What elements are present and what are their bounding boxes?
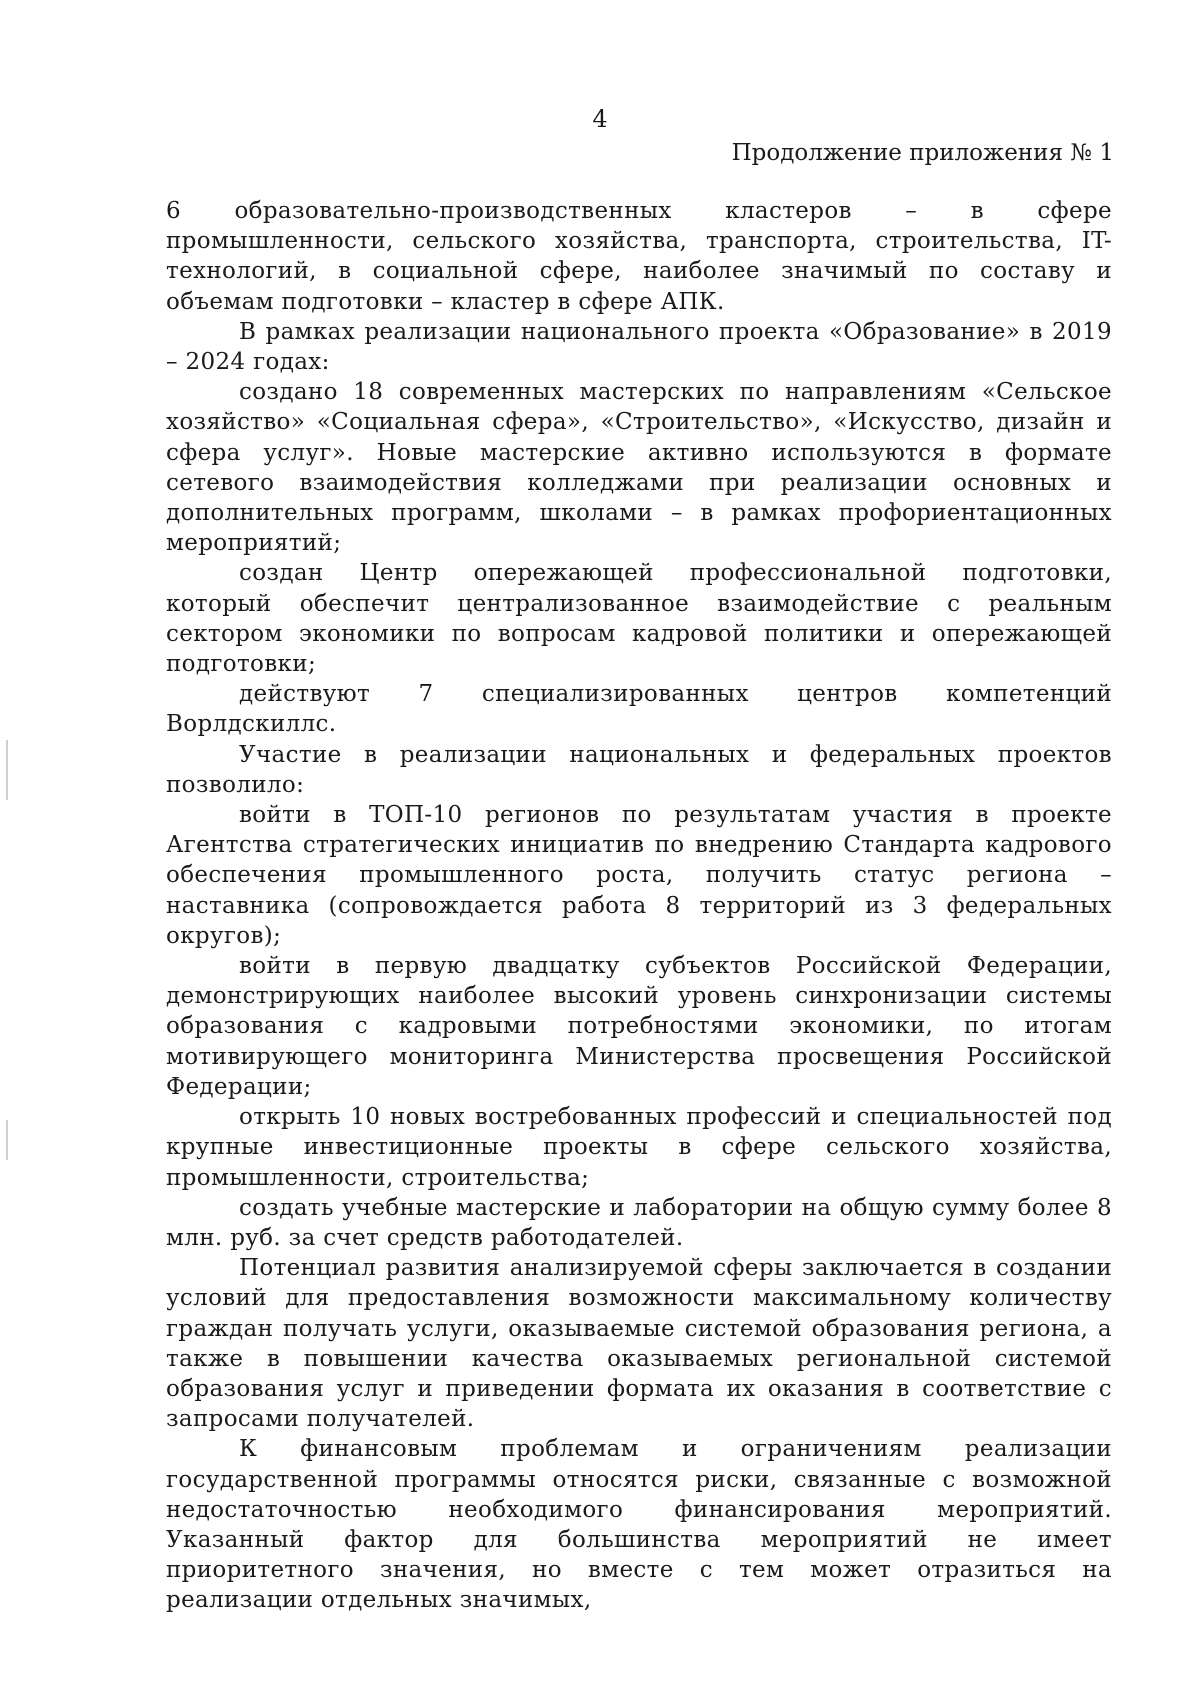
page-number: 4 [592, 105, 608, 133]
paragraph: Участие в реализации национальных и федеральных проектов позволило: [166, 741, 1112, 798]
paragraph: К финансовым проблемам и ограничениям реализации государственной программы относятся риски, связанные с возможной недостаточностью необходимого финансирования мероприятий. Указанный фактор для большинства мероприятий не имеет приоритетного значения, но вместе с тем может отразиться на реализации отдельных значимых, [166, 1436, 1112, 1614]
list-paragraph: создано 18 современных мастерских по направлениям «Сельское хозяйство» «Социальная сфера», «Строительство», «Искусство, дизайн и сфера услуг». Новые мастерские активно используются в формате сетевого взаимодействия колледжами при реализации основных и дополнительных программ, школами – в рамках профориентационных мероприятий; [166, 379, 1112, 557]
list-paragraph: войти в ТОП-10 регионов по результатам участия в проекте Агентства стратегических инициатив по внедрению Стандарта кадрового обеспечения промышленного роста, получить статус региона – наставника (сопровождается работа 8 территорий из 3 федеральных округов); [166, 802, 1112, 949]
list-paragraph: войти в первую двадцатку субъектов Российской Федерации, демонстрирующих наиболее высокий уровень синхронизации системы образования с кадровыми потребностями экономики, по итогам мотивирующего мониторинга Министерства просвещения Российской Федерации; [166, 953, 1112, 1100]
paragraph: В рамках реализации национального проекта «Образование» в 2019 – 2024 годах: [166, 318, 1112, 376]
document-body [166, 196, 1112, 1616]
scan-edge-mark [6, 740, 8, 800]
appendix-continuation-label: Продолжение приложения № 1 [731, 140, 1114, 166]
list-paragraph: действуют 7 специализированных центров компетенций Ворлдскиллс. [166, 681, 1112, 738]
scan-edge-mark [6, 1120, 8, 1160]
list-paragraph: создан Центр опережающей профессиональной подготовки, который обеспечит централизованное взаимодействие с реальным сектором экономики по вопросам кадровой политики и опережающей подготовки; [166, 560, 1112, 678]
list-paragraph: открыть 10 новых востребованных профессий и специальностей под крупные инвестиционные проекты в сфере сельского хозяйства, промышленности, строительства; [166, 1104, 1112, 1191]
paragraph: Потенциал развития анализируемой сферы заключается в создании условий для предоставления возможности максимальному количеству граждан получать услуги, оказываемые системой образования региона, а также в повышении качества оказываемых региональной системой образования услуг и приведении формата их оказания в соответствие с запросами получателей. [166, 1255, 1112, 1433]
list-paragraph: создать учебные мастерские и лаборатории на общую сумму более 8 млн. руб. за счет средств работодателей. [166, 1194, 1112, 1251]
paragraph: 6 образовательно-производственных кластеров – в сфере промышленности, сельского хозяйства, транспорта, строительства, IT-технологий, в социальной сфере, наиболее значимый по составу и объемам подготовки – кластер в сфере АПК. [166, 198, 1112, 315]
